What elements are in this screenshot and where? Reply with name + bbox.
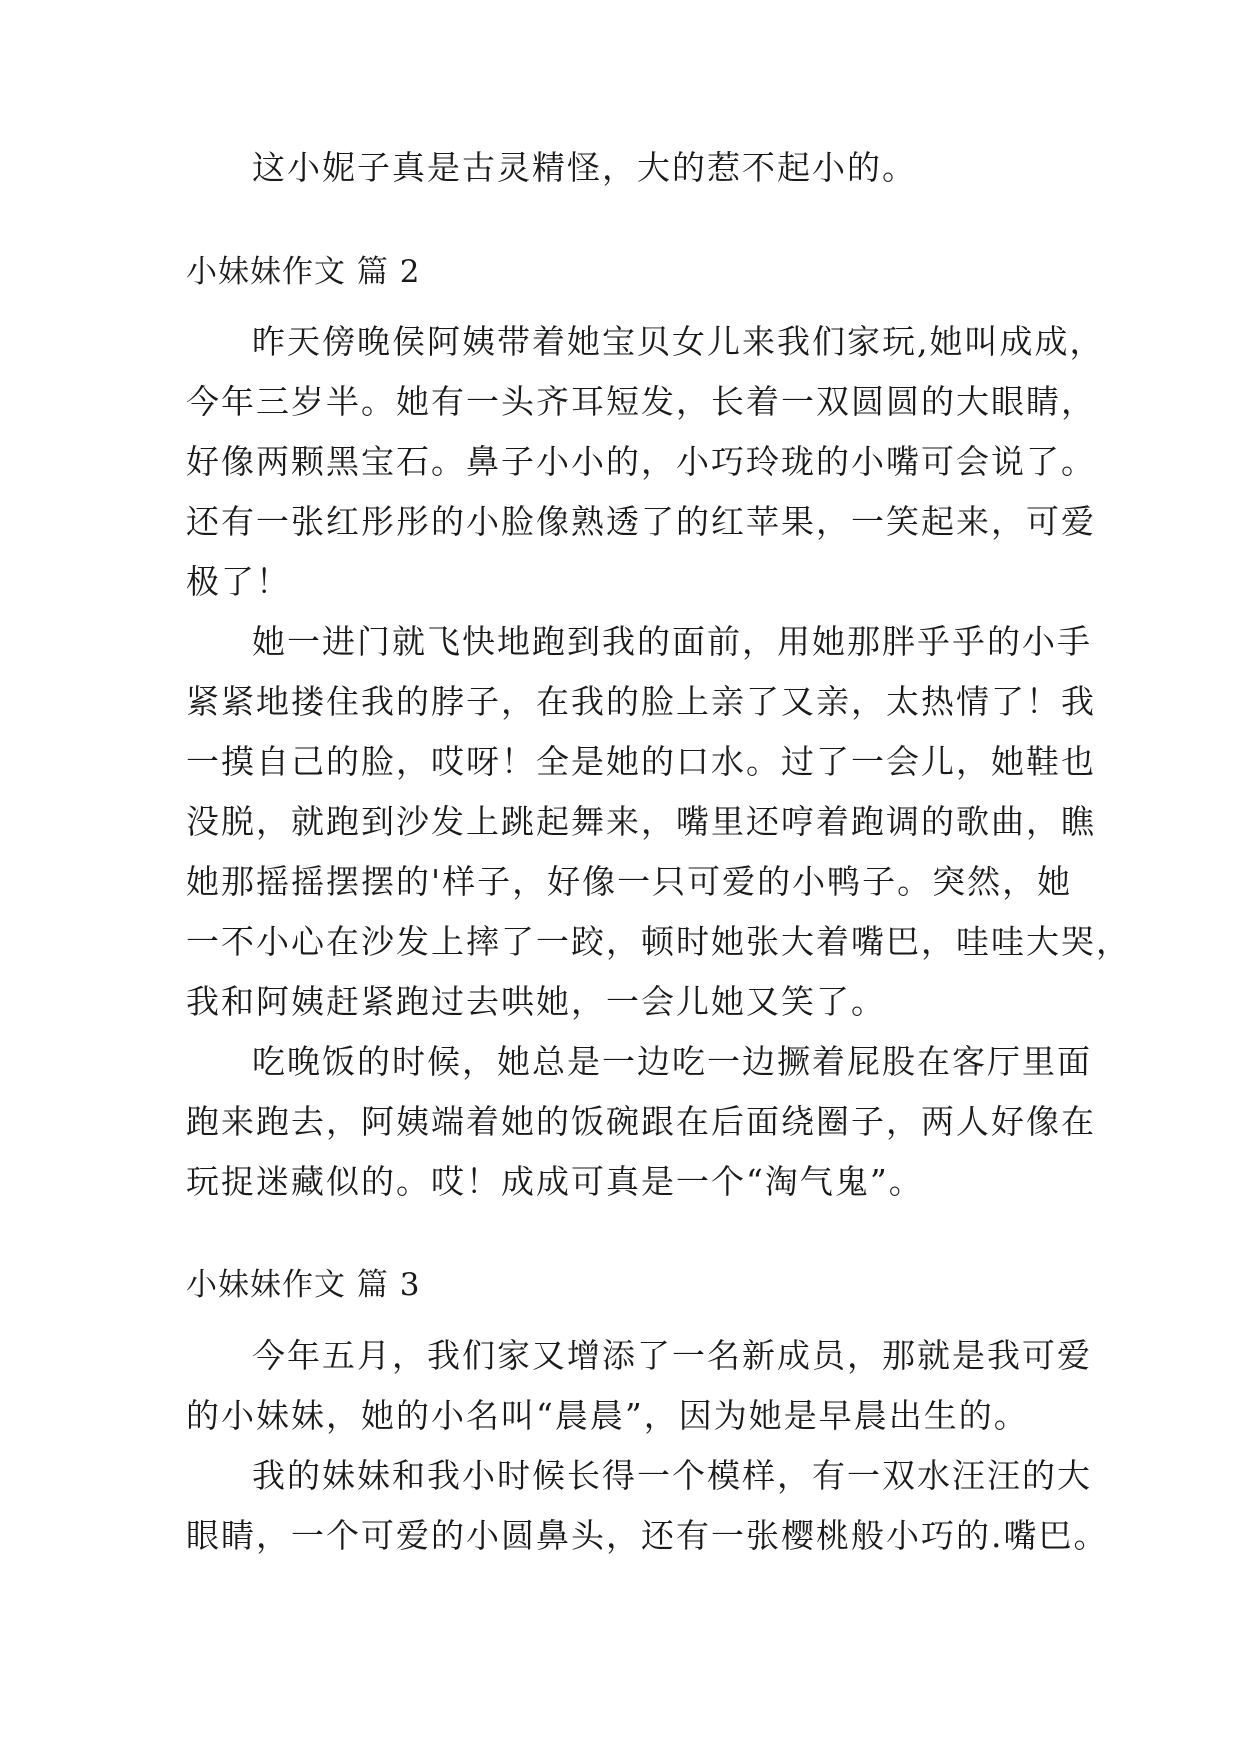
- paragraph-line: 还有一张红彤彤的小脸像熟透了的红苹果，一笑起来，可爱: [186, 502, 1096, 541]
- paragraph-line: 一摸自己的脸，哎呀！全是她的口水。过了一会儿，她鞋也: [186, 742, 1096, 781]
- paragraph-line: 我和阿姨赶紧跑过去哄她，一会儿她又笑了。: [186, 982, 886, 1021]
- paragraph-line: 跑来跑去，阿姨端着她的饭碗跟在后面绕圈子，两人好像在: [186, 1102, 1096, 1141]
- paragraph-line: 她那摇摇摆摆的'样子，好像一只可爱的小鸭子。突然，她: [186, 862, 1073, 901]
- paragraph-line: 今年三岁半。她有一头齐耳短发，长着一双圆圆的大眼睛，: [186, 382, 1096, 421]
- paragraph-line: 一不小心在沙发上摔了一跤，顿时她张大着嘴巴，哇哇大哭，: [186, 922, 1131, 961]
- paragraph-line: 紧紧地搂住我的脖子，在我的脸上亲了又亲，太热情了！我: [186, 682, 1096, 721]
- section-3-heading: 小妹妹作文 篇 3: [186, 1267, 421, 1303]
- paragraph-line: 没脱，就跑到沙发上跳起舞来，嘴里还哼着跑调的歌曲，瞧: [186, 802, 1096, 841]
- paragraph-line: 昨天傍晚侯阿姨带着她宝贝女儿来我们家玩,她叫成成，: [252, 322, 1105, 361]
- paragraph-line: 好像两颗黑宝石。鼻子小小的，小巧玲珑的小嘴可会说了。: [186, 442, 1096, 481]
- paragraph-line: 极了！: [186, 562, 291, 601]
- paragraph-line: 她一进门就飞快地跑到我的面前，用她那胖乎乎的小手: [252, 622, 1092, 661]
- paragraph-line: 我的妹妹和我小时候长得一个模样，有一双水汪汪的大: [252, 1456, 1092, 1495]
- paragraph-line: 今年五月，我们家又增添了一名新成员，那就是我可爱: [252, 1336, 1092, 1375]
- paragraph-line: 的小妹妹，她的小名叫“晨晨”，因为她是早晨出生的。: [186, 1396, 1029, 1435]
- section-2-heading: 小妹妹作文 篇 2: [186, 254, 421, 290]
- intro-line: 这小妮子真是古灵精怪，大的惹不起小的。: [252, 148, 917, 187]
- paragraph-line: 眼睛，一个可爱的小圆鼻头，还有一张樱桃般小巧的.嘴巴。: [186, 1516, 1109, 1555]
- paragraph-line: 玩捉迷藏似的。哎！成成可真是一个“淘气鬼”。: [186, 1162, 924, 1201]
- paragraph-line: 吃晚饭的时候，她总是一边吃一边撅着屁股在客厅里面: [252, 1042, 1092, 1081]
